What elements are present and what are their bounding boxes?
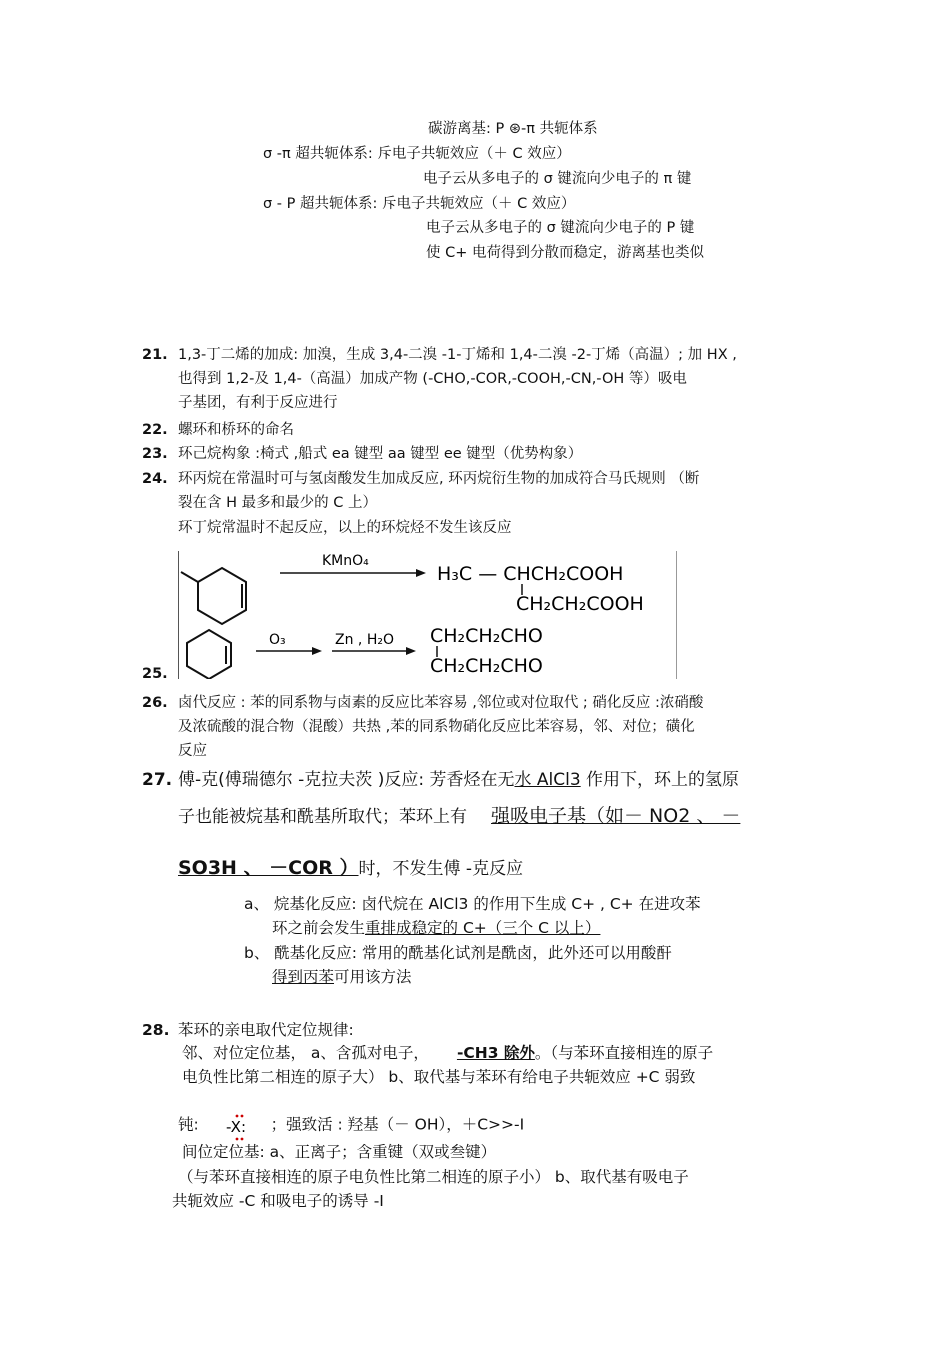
item-27-a-line-2-a: 环之前会发生	[272, 919, 366, 937]
reaction-scheme	[178, 551, 677, 679]
item-number-27: 27.	[142, 770, 173, 790]
item-28-line-2-c: 。（与苯环直接相连的原子	[534, 1044, 714, 1062]
item-28-line-6: （与苯环直接相连的原子电负性比第二相连的原子小） b、取代基有吸电子	[178, 1168, 689, 1186]
item-28-line-4-b: ；强致活 : 羟基（－ OH），＋C>>-I	[270, 1115, 525, 1134]
item-27-b-line-2	[272, 967, 412, 987]
conj-line-4: σ - P 超共轭体系: 斥电子共轭效应（＋ C 效应）	[263, 196, 576, 212]
item-27-b-line-2-b: 可用该方法	[334, 968, 412, 986]
item-23-text: 环己烷构象 :椅式 ,船式 ea 键型 aa 键型 ee 键型（优势构象）	[178, 446, 583, 462]
product-2-line-a: CH₂CH₂CHO	[430, 625, 543, 647]
conj-line-5: 电子云从多电子的 σ 键流向少电子的 P 键	[426, 220, 695, 236]
item-22-text: 螺环和桥环的命名	[178, 422, 294, 438]
conj-line-1: 碳游离基: P ⊛-π 共轭体系	[428, 121, 598, 137]
item-27-line-3-a: SO3H 、 －COR ）	[178, 857, 359, 879]
item-28-line-2-b: -CH3 除外	[456, 1044, 535, 1062]
item-27-line-1-b: 水 AlCl3	[514, 770, 581, 790]
item-27-line-3	[178, 856, 523, 881]
cyclohexene-structure	[187, 630, 231, 679]
item-27-line-2	[178, 804, 740, 829]
conj-line-6: 使 C+ 电荷得到分散而稳定，游离基也类似	[426, 245, 704, 261]
product-2-line-b: CH₂CH₂CHO	[430, 655, 543, 677]
svg-text:-X:: -X:	[225, 1118, 246, 1136]
item-27-line-3-b: 时，不发生傅 -克反应	[358, 859, 524, 879]
item-number-24: 24.	[142, 471, 168, 487]
item-28-line-4-a: 钝:	[178, 1115, 199, 1134]
reagent-ozone: O₃	[269, 632, 286, 648]
item-27-line-1-c: 作用下，环上的氢原	[580, 770, 740, 790]
item-24-line-3: 环丁烷常温时不起反应，以上的环烷烃不发生该反应	[178, 520, 512, 536]
item-number-21: 21.	[142, 347, 168, 363]
item-28-line-1: 苯环的亲电取代定位规律:	[178, 1021, 354, 1039]
item-26-line-2: 及浓硫酸的混合物（混酸）共热 ,苯的同系物硝化反应比苯容易，邻、对位；磺化	[178, 719, 695, 735]
item-27-a-line-2	[272, 918, 600, 938]
conj-line-3: 电子云从多电子的 σ 键流向少电子的 π 键	[423, 171, 692, 187]
item-27-a-line-1: a、 烷基化反应: 卤代烷在 AlCl3 的作用下生成 C+ , C+ 在进攻苯	[244, 895, 701, 913]
item-28-line-5: 间位定位基: a、正离子；含重键（双或叁键）	[182, 1143, 497, 1161]
item-27-line-2-a: 子也能被烷基和酰基所取代；苯环上有	[178, 807, 467, 827]
reagent-zn-water: Zn , H₂O	[335, 632, 394, 648]
item-number-23: 23.	[142, 446, 168, 462]
item-28-line-3: 电负性比第二相连的原子大） b、取代基与苯环有给电子共轭效应 +C 弱致	[182, 1068, 696, 1086]
product-1-line-a: H₃C — CHCH₂COOH	[437, 563, 624, 585]
item-28-line-4	[178, 1112, 524, 1138]
item-28-line-2	[182, 1043, 713, 1063]
item-26-line-1: 卤代反应 : 苯的同系物与卤素的反应比苯容易 ,邻位或对位取代 ; 硝化反应 :浓硝酸	[178, 695, 704, 711]
item-24-line-2: 裂在含 H 最多和最少的 C 上）	[178, 495, 377, 511]
halogen-lone-pair-icon	[224, 1112, 254, 1142]
item-28-line-2-a: 邻、对位定位基， a、含孤对电子，	[182, 1044, 429, 1062]
item-27-b-line-2-a: 得到丙苯	[272, 968, 335, 986]
item-26-line-3: 反应	[178, 743, 207, 759]
item-number-26: 26.	[142, 695, 168, 711]
item-27-b-line-1: b、 酰基化反应: 常用的酰基化试剂是酰卤，此外还可以用酸酐	[244, 944, 672, 962]
item-number-25: 25.	[142, 666, 168, 682]
item-number-22: 22.	[142, 422, 168, 438]
product-1-line-b: CH₂CH₂COOH	[516, 593, 644, 615]
item-28-line-7: 共轭效应 -C 和吸电子的诱导 -I	[172, 1192, 384, 1210]
item-27-a-line-2-b: 重排成稳定的 C+（三个 C 以上）	[365, 919, 601, 937]
item-27-line-1	[178, 768, 739, 792]
reagent-kmno4: KMnO₄	[322, 553, 369, 569]
item-27-line-2-b: 强吸电子基（如－ NO2 、 －	[491, 805, 741, 827]
conj-line-2: σ -π 超共轭体系: 斥电子共轭效应（＋ C 效应）	[263, 146, 571, 162]
item-21-line-1: 1,3-丁二烯的加成: 加溴，生成 3,4-二溴 -1-丁烯和 1,4-二溴 -2-丁烯（高温）; 加 HX ,	[178, 347, 737, 363]
item-21-line-2: 也得到 1,2-及 1,4-（高温）加成产物 (-CHO,-COR,-COOH,-CN,-OH 等）吸电	[178, 371, 687, 387]
item-21-line-3: 子基团，有利于反应进行	[178, 395, 338, 411]
item-27-line-1-a: 傅-克(傅瑞德尔 -克拉夫茨 )反应: 芳香烃在无	[178, 770, 515, 790]
item-24-line-1: 环丙烷在常温时可与氢卤酸发生加成反应, 环丙烷衍生物的加成符合马氏规则 （断	[178, 471, 700, 487]
item-number-28: 28.	[142, 1021, 170, 1039]
methylcyclohexene-structure	[181, 568, 246, 624]
